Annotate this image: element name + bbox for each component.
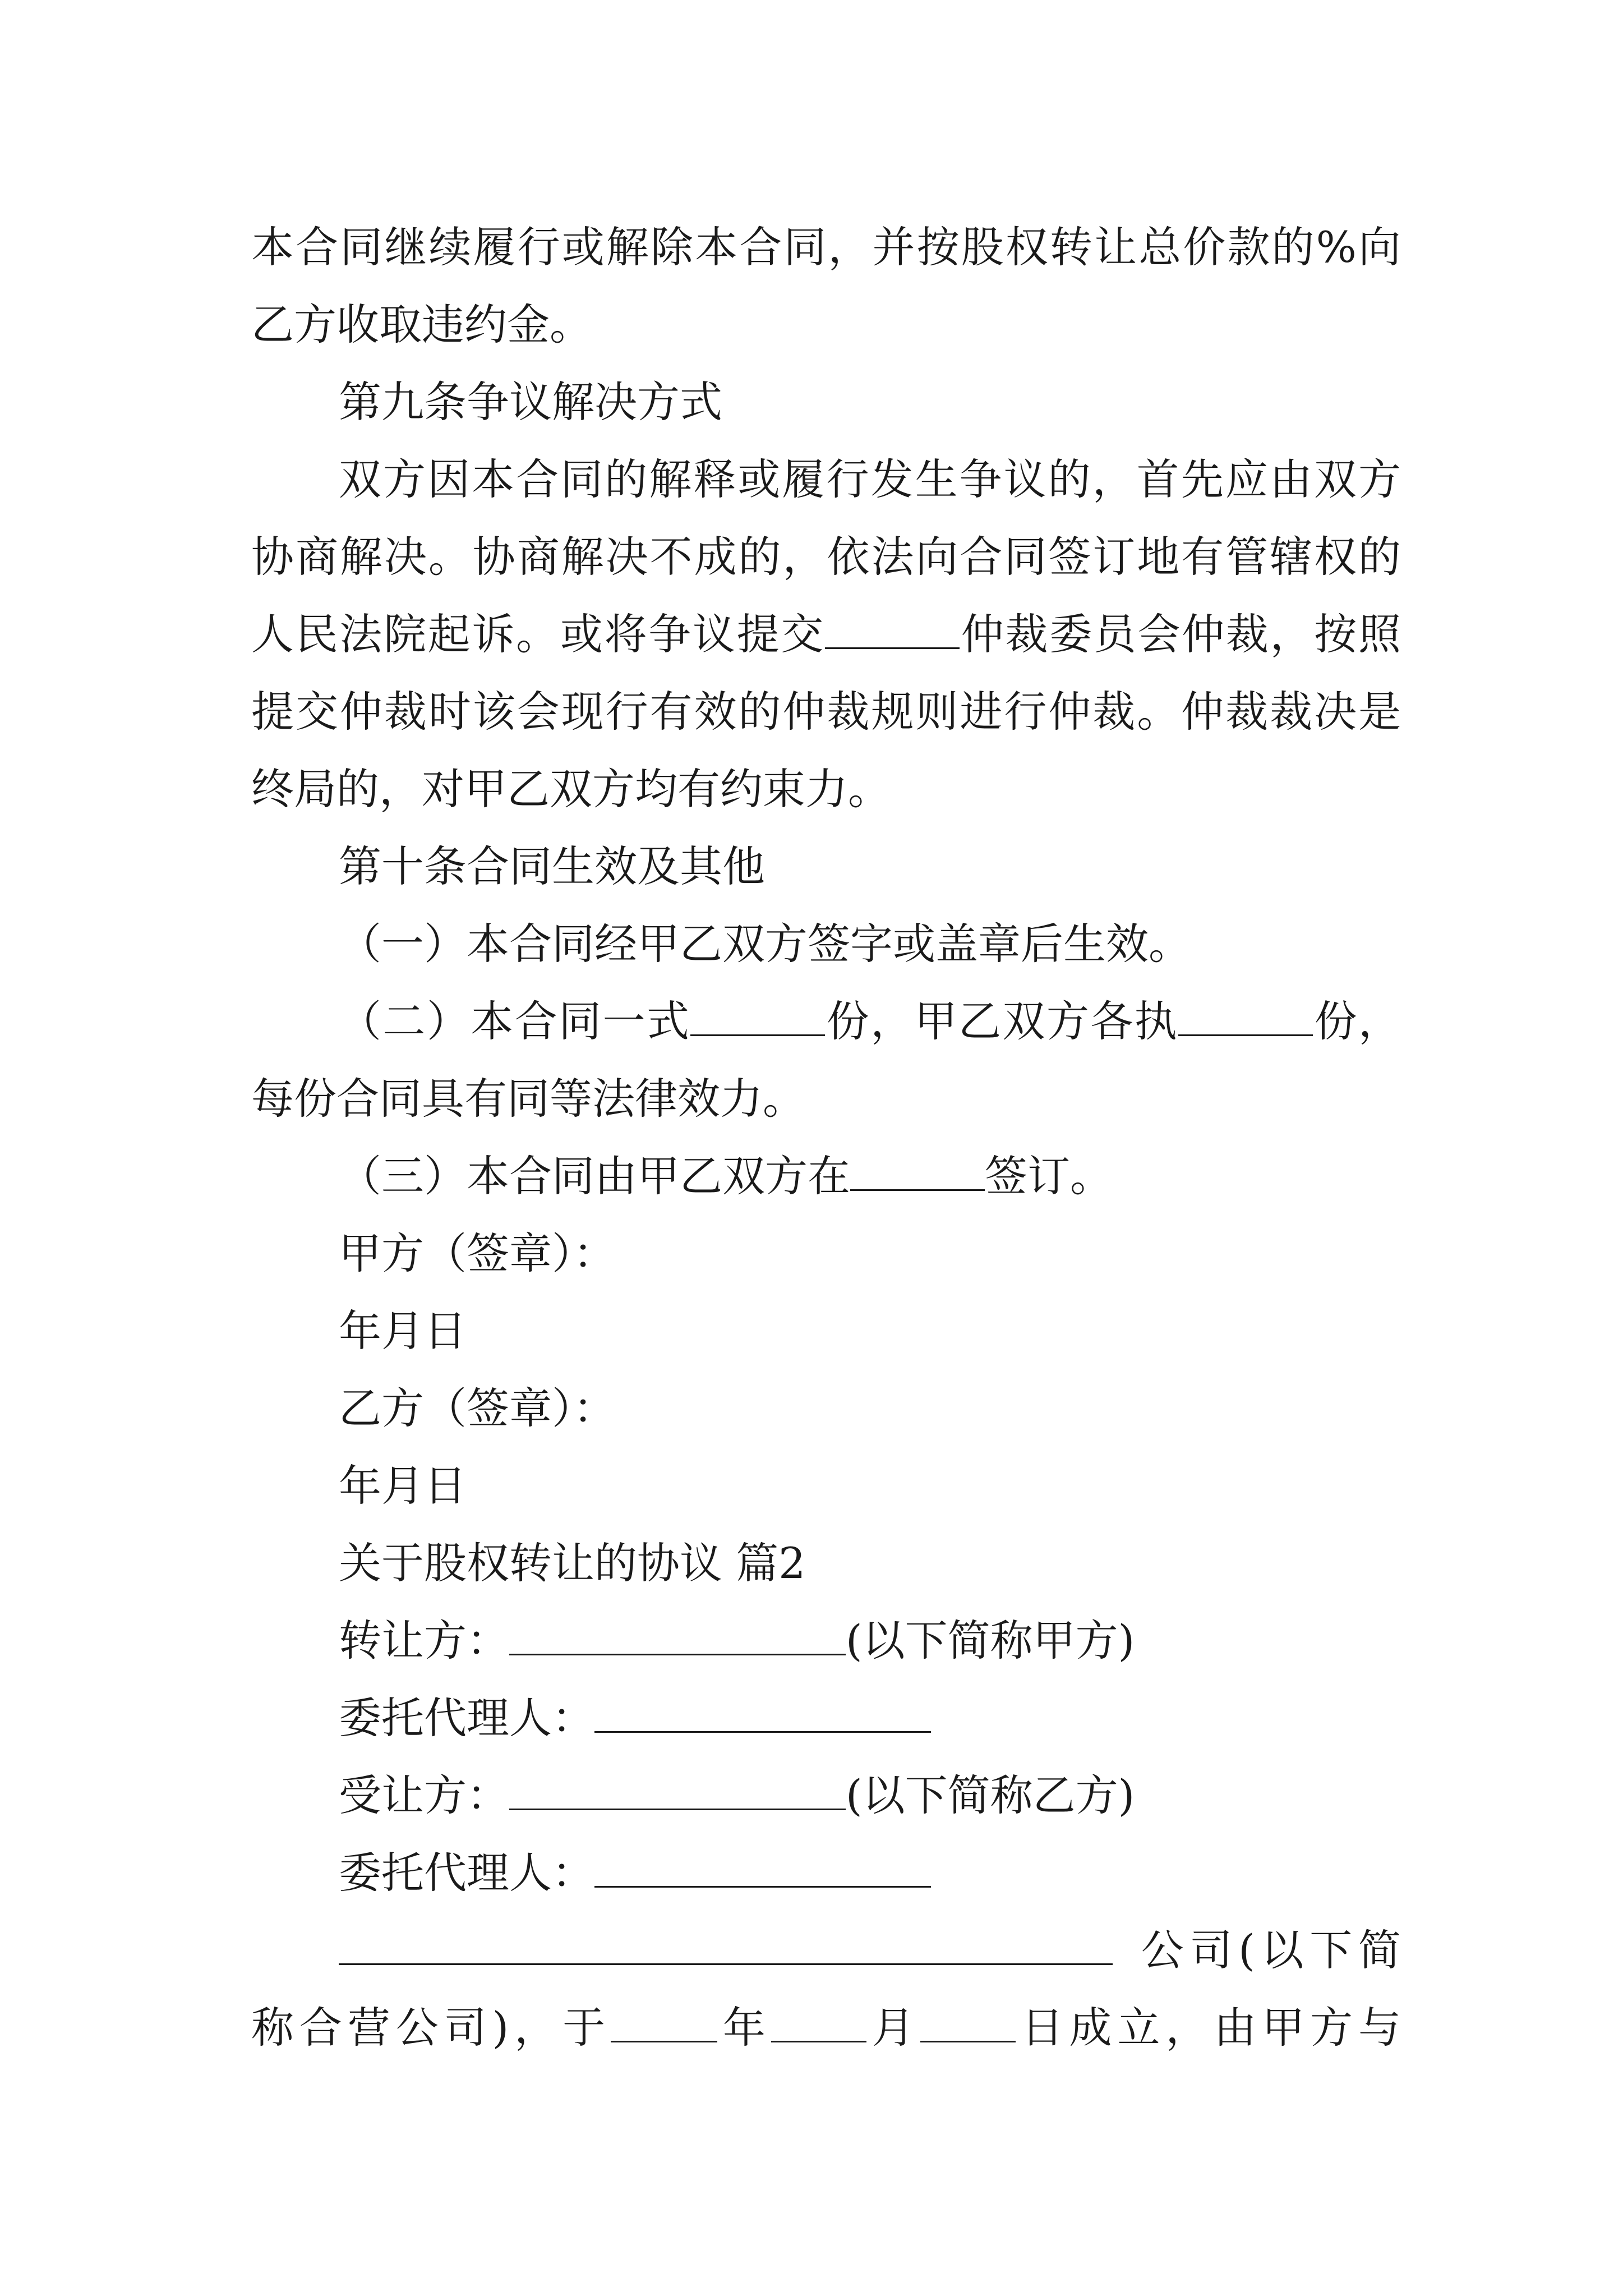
clause-line bbox=[251, 983, 1401, 1060]
text-segment: （三）本合同由甲乙双方在 bbox=[339, 1151, 850, 1201]
blank-field bbox=[771, 2006, 866, 2042]
party-line bbox=[251, 1602, 1401, 1680]
text-segment: 签订。 bbox=[985, 1151, 1113, 1201]
text-segment: 称合营公司)，于 bbox=[251, 2003, 611, 2053]
blank-field bbox=[509, 1619, 846, 1655]
blank-field bbox=[690, 1000, 825, 1036]
blank-field bbox=[594, 1696, 931, 1733]
blank-field bbox=[825, 613, 960, 649]
article-heading: 第十条合同生效及其他 bbox=[339, 841, 765, 891]
article-heading: 第九条争议解决方式 bbox=[339, 377, 722, 427]
paragraph-line: 双方因本合同的解释或履行发生争议的，首先应由双方 bbox=[339, 454, 1401, 504]
blank-field bbox=[1178, 1000, 1313, 1036]
paragraph-line bbox=[251, 1989, 1401, 2067]
party-line bbox=[251, 1834, 1401, 1912]
text-segment: 份， bbox=[1313, 996, 1401, 1046]
text-segment: 委托代理人： bbox=[339, 1693, 594, 1743]
clause-line: （一）本合同经甲乙双方签字或盖章后生效。 bbox=[339, 919, 1191, 969]
section-title: 关于股权转让的协议 篇2 bbox=[339, 1538, 806, 1588]
date-label: 年月日 bbox=[339, 1461, 467, 1511]
text-segment: 转让方： bbox=[339, 1616, 509, 1665]
text-segment: 份，甲乙双方各执 bbox=[825, 996, 1179, 1046]
blank-field bbox=[920, 2006, 1016, 2042]
party-line bbox=[251, 1680, 1401, 1757]
text-segment: (以下简称乙方) bbox=[846, 1770, 1135, 1820]
text-segment: 日成立，由甲方与 bbox=[1015, 2003, 1401, 2053]
text-segment: 公司(以下简 bbox=[1135, 1925, 1401, 1975]
blank-field bbox=[850, 1154, 985, 1191]
paragraph-line bbox=[251, 596, 1401, 673]
blank-field bbox=[611, 2006, 717, 2042]
paragraph-line bbox=[251, 1912, 1401, 1989]
text-segment: 月 bbox=[866, 2003, 920, 2053]
text-segment: (以下简称甲方) bbox=[846, 1616, 1135, 1665]
paragraph-line: 本合同继续履行或解除本合同，并按股权转让总价款的%向 bbox=[251, 222, 1401, 272]
clause-line bbox=[251, 1138, 1401, 1215]
paragraph-line: 乙方收取违约金。 bbox=[251, 300, 592, 349]
text-segment: 受让方： bbox=[339, 1770, 509, 1820]
paragraph-line: 终局的，对甲乙双方均有约束力。 bbox=[251, 764, 891, 814]
signature-label: 甲方（签章）： bbox=[339, 1228, 616, 1278]
paragraph-line: 协商解决。协商解决不成的，依法向合同签订地有管辖权的 bbox=[251, 532, 1401, 582]
blank-field bbox=[509, 1774, 846, 1810]
text-segment: 委托代理人： bbox=[339, 1848, 594, 1898]
party-line bbox=[251, 1757, 1401, 1834]
signature-label: 乙方（签章）： bbox=[339, 1383, 616, 1433]
blank-field bbox=[339, 1929, 1113, 1965]
text-segment: 仲裁委员会仲裁，按照 bbox=[960, 609, 1401, 659]
blank-field bbox=[594, 1851, 931, 1888]
text-segment: （二）本合同一式 bbox=[339, 996, 691, 1046]
paragraph-line: 每份合同具有同等法律效力。 bbox=[251, 1074, 805, 1124]
date-label: 年月日 bbox=[339, 1306, 467, 1356]
document-page bbox=[251, 209, 1401, 2067]
text-segment: 年 bbox=[717, 2003, 771, 2053]
text-segment: 人民法院起诉。或将争议提交 bbox=[251, 609, 826, 659]
paragraph-line: 提交仲裁时该会现行有效的仲裁规则进行仲裁。仲裁裁决是 bbox=[251, 687, 1401, 737]
